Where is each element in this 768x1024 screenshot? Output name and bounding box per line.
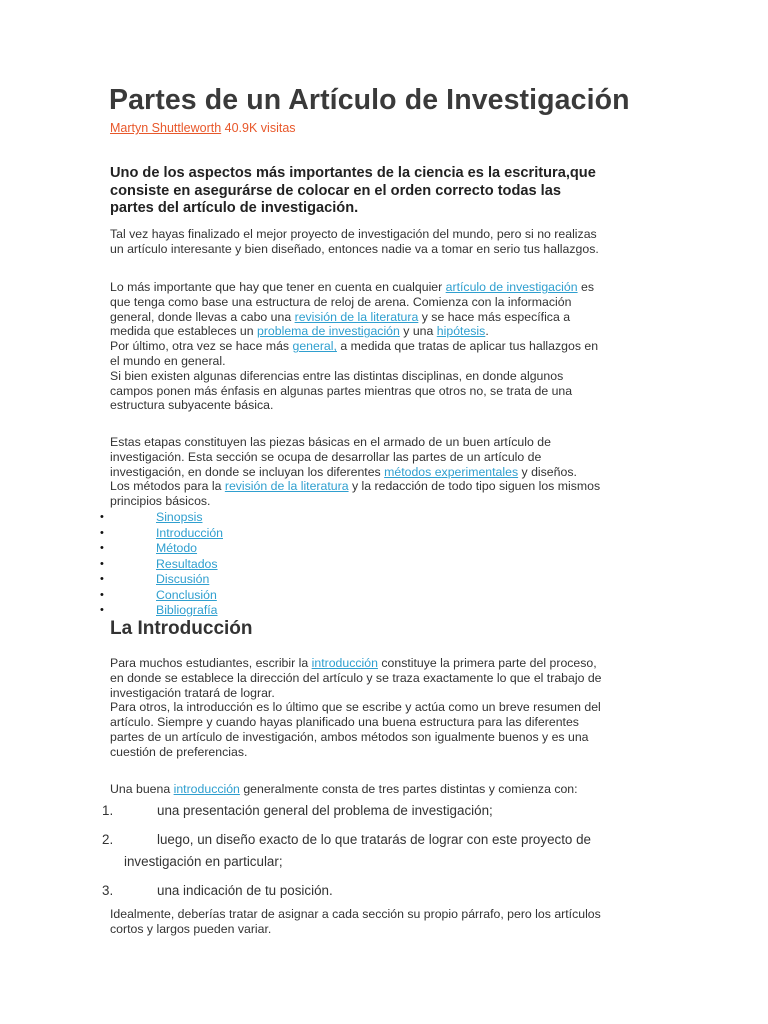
intro-paragraph-2: [110, 782, 655, 797]
item-text: una presentación general del problema de investigación;: [157, 803, 493, 818]
bullet-icon: •: [100, 511, 104, 523]
section-link-conclusion[interactable]: Conclusión: [156, 587, 217, 602]
paragraph-text: Para otros, la introducción es lo último que se escribe y actúa como un breve resumen del: [110, 700, 601, 715]
section-link-metodo[interactable]: Método: [156, 541, 198, 555]
link-revision-literatura-2[interactable]: revisión de la literatura: [224, 479, 349, 494]
intro-paragraph-1: [110, 656, 655, 760]
item-text: luego, un diseño exacto de lo que tratarás de lograr con este proyecto de: [157, 832, 591, 847]
bullet-icon: •: [100, 588, 104, 601]
lead-line: Uno de los aspectos más importantes de la ciencia es la escritura,que: [110, 165, 596, 181]
item-number: 2.: [102, 832, 114, 847]
link-general[interactable]: general,: [292, 339, 337, 354]
paragraph-text: y una: [399, 324, 437, 339]
link-hipotesis[interactable]: hipótesis: [436, 324, 486, 339]
link-introduccion-2[interactable]: introducción: [173, 782, 240, 796]
lead-line: partes del artículo de investigación.: [110, 200, 359, 216]
paragraph-text: medida que estableces un: [110, 324, 257, 339]
lead-line: consiste en asegurárse de colocar en el orden correcto todas las: [110, 182, 561, 199]
paragraph-text: general, donde llevas a cabo una: [110, 309, 295, 324]
paragraph-text: principios básicos.: [110, 494, 211, 509]
paragraph-text: investigación, en donde se incluyan los diferentes: [110, 464, 385, 479]
lead-paragraph: [110, 165, 670, 218]
paragraph-text: partes de un artículo de investigación, ambos métodos son igualmente buenos y es una: [110, 729, 589, 744]
item-text: investigación en particular;: [124, 854, 283, 869]
paragraph-text: y diseños.: [518, 464, 577, 479]
paragraph-text: es: [577, 280, 594, 294]
byline: [110, 121, 296, 135]
paragraph-text: el mundo en general.: [110, 353, 226, 368]
bullet-icon: •: [100, 573, 104, 585]
paragraph-text: y la redacción de todo tipo siguen los mismos: [348, 479, 601, 494]
link-articulo-investigacion[interactable]: artículo de investigación: [445, 280, 578, 294]
item-text: una indicación de tu posición.: [157, 883, 333, 898]
bullet-icon: •: [100, 557, 104, 570]
section-link-introduccion[interactable]: Introducción: [156, 525, 223, 540]
paragraph-text: Tal vez hayas finalizado el mejor proyecto de investigación del mundo, pero si no realizas: [110, 227, 597, 241]
paragraph-text: generalmente consta de tres partes distintas y comienza con:: [239, 782, 578, 796]
link-metodos-experimentales[interactable]: métodos experimentales: [384, 464, 519, 479]
paragraph-text: constituye la primera parte del proceso,: [377, 656, 597, 670]
paragraph-2: [110, 280, 655, 413]
paragraph-text: cortos y largos pueden variar.: [110, 921, 272, 936]
paragraph-1: [110, 227, 655, 257]
paragraph-text: en donde se establece la dirección del artículo y se traza exactamente lo que el trabajo de: [110, 670, 602, 685]
paragraph-text: Una buena: [110, 782, 174, 796]
view-count: 40.9K visitas: [224, 121, 296, 135]
paragraph-text: Estas etapas constituyen las piezas básicas en el armado de un buen artículo de: [110, 435, 551, 449]
link-revision-literatura[interactable]: revisión de la literatura: [294, 309, 419, 324]
paragraph-text: a medida que tratas de aplicar tus hallazgos en: [336, 339, 599, 354]
paragraph-text: y se hace más específica a: [418, 309, 571, 324]
paragraph-text: Para muchos estudiantes, escribir la: [110, 656, 312, 670]
paragraph-text: Por último, otra vez se hace más: [110, 339, 293, 354]
paragraph-text: que tenga como base una estructura de reloj de arena. Comienza con la información: [110, 294, 572, 309]
author-link[interactable]: Martyn Shuttleworth: [110, 121, 222, 135]
bullet-icon: •: [100, 604, 104, 616]
item-number: 3.: [102, 883, 114, 898]
paragraph-text: artículo. Siempre y cuando hayas planificado una buena estructura para las diferentes: [110, 715, 579, 730]
paragraph-3: [110, 435, 655, 509]
section-link-resultados[interactable]: Resultados: [156, 556, 218, 571]
paragraph-text: investigación. Esta sección se ocupa de desarrollar las partes de un artículo de: [110, 449, 542, 464]
section-link-bibliografia[interactable]: Bibliografía: [156, 603, 218, 617]
item-number: 1.: [102, 803, 114, 818]
link-introduccion[interactable]: introducción: [311, 656, 378, 670]
section-link-discusion[interactable]: Discusión: [156, 572, 210, 586]
section-heading-introduccion: La Introducción: [110, 618, 253, 639]
section-link-sinopsis[interactable]: Sinopsis: [156, 510, 203, 524]
paragraph-text: Idealmente, deberías tratar de asignar a cada sección su propio párrafo, pero los artículos: [110, 907, 601, 921]
link-problema-investigacion[interactable]: problema de investigación: [256, 324, 400, 339]
paragraph-text: estructura subyacente básica.: [110, 398, 274, 413]
paragraph-text: un artículo interesante y bien diseñado, entonces nadie va a tomar en serio tus hallazgos.: [110, 241, 599, 256]
intro-paragraph-3: [110, 907, 655, 937]
bullet-icon: •: [100, 542, 104, 554]
paragraph-text: .: [485, 324, 489, 339]
paragraph-text: campos ponen más énfasis en algunas partes mientras que otros no, se trata de una: [110, 383, 573, 398]
paragraph-text: Lo más importante que hay que tener en cuenta en cualquier: [110, 280, 446, 294]
paragraph-text: Los métodos para la: [110, 479, 225, 494]
paragraph-text: cuestión de preferencias.: [110, 744, 248, 759]
paragraph-text: Si bien existen algunas diferencias entre las distintas disciplinas, en donde algunos: [110, 368, 564, 383]
article-title: Partes de un Artículo de Investigación: [109, 84, 630, 116]
paragraph-text: investigación tratará de lograr.: [110, 685, 275, 700]
bullet-icon: •: [100, 526, 104, 539]
